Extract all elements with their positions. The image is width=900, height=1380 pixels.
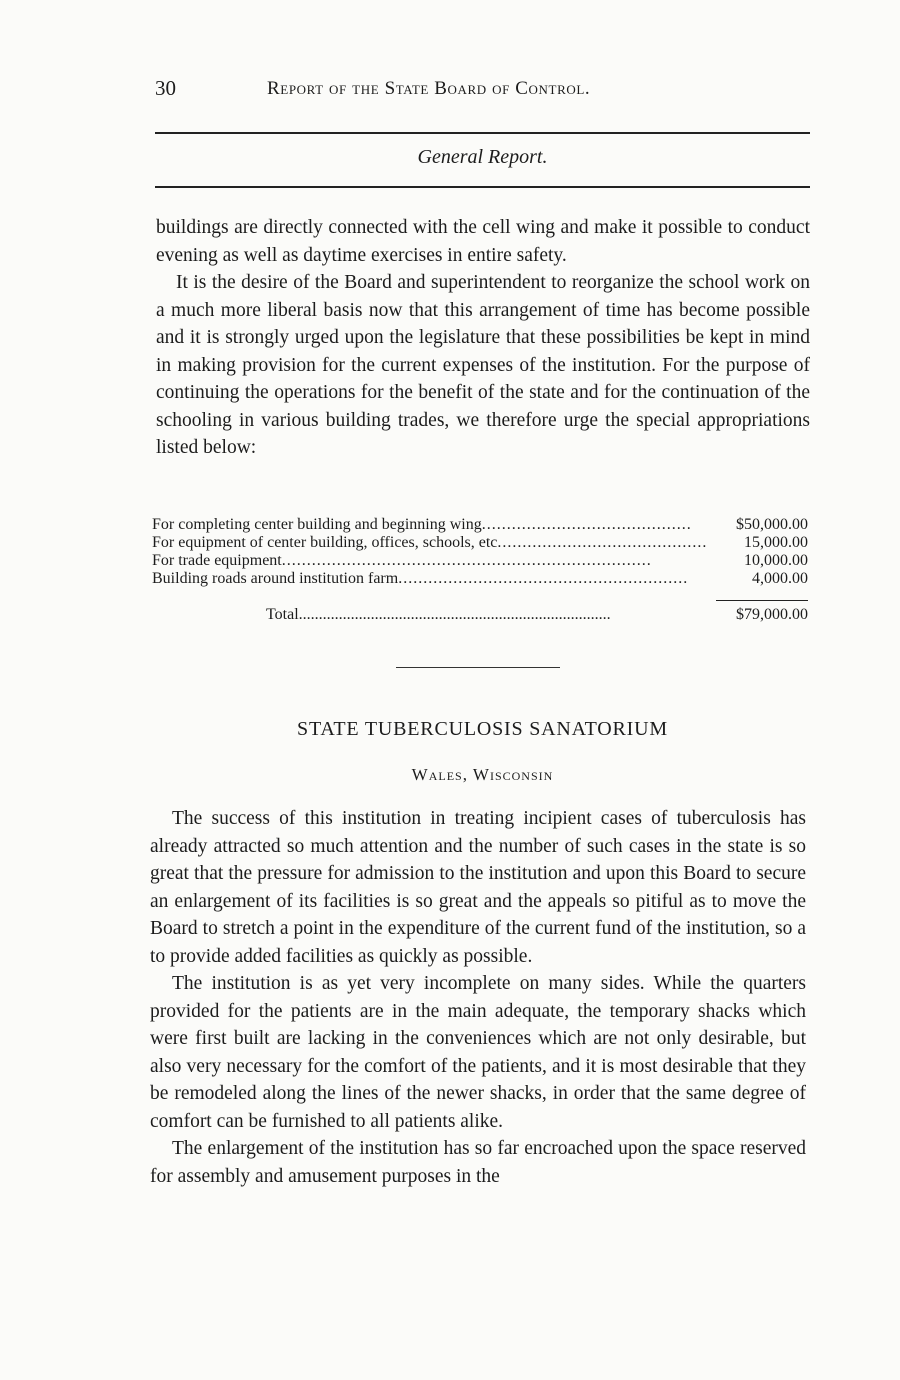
paragraph: It is the desire of the Board and superintendent to reorganize the school work on a much more liberal basis now that this arrangement of time has become possible and it is strongly urged upon the legislature that these possibilities be kept in mind in making provision for the current expenses of the institution. For the purpose of continuing the operations for the benefit of the state and for the continuation of the schooling in various building trades, we therefore urge the special appropriations listed below: bbox=[156, 272, 810, 458]
appropriation-row bbox=[152, 516, 808, 534]
report-title: Report of the State Board of Control. bbox=[267, 78, 591, 99]
leader-dots: .......................................... bbox=[481, 516, 692, 533]
section-heading: STATE TUBERCULOSIS SANATORIUM bbox=[297, 718, 668, 740]
appropriation-amount: $50,000.00 bbox=[736, 516, 808, 533]
section-subheading: Wales, Wisconsin bbox=[411, 765, 554, 784]
header-rule-bottom bbox=[155, 186, 810, 188]
appropriation-amount: 10,000.00 bbox=[744, 552, 808, 569]
appropriation-amount: 4,000.00 bbox=[752, 570, 808, 587]
appropriation-row bbox=[152, 570, 808, 588]
running-head bbox=[155, 76, 810, 106]
paragraph: The institution is as yet very incomplete on many sides. While the quarters provided for the patients are in the main adequate, the temporary shacks which were first built are lacking in the conveniences which are not only desirable, but also very necessary for the comfort of the patients, and it is most desirable that they be remodeled along the lines of the newer shacks, in order that the same degree of comfort can be furnished to all patients alike. bbox=[150, 973, 806, 1132]
paragraph: The success of this institution in treating incipient cases of tuberculosis has already attracted so much attention and the number of such cases in the state is so great that the pressure for admission to the institution and upon this Board to secure an enlargement of its facilities is so great and the appeals so pitiful as to move the Board to stretch a point in the expenditure of the current fund of the institution, so a to provide added facilities as quickly as possible. bbox=[150, 808, 806, 967]
paragraph: buildings are directly connected with the cell wing and make it possible to conduct evening as well as daytime exercises in entire safety. bbox=[156, 217, 810, 266]
appropriation-label: For completing center building and beginning wing bbox=[152, 516, 482, 533]
section-label: General Report. bbox=[417, 146, 548, 168]
sum-rule bbox=[716, 600, 808, 601]
section-divider bbox=[396, 667, 560, 668]
total-label-wrap bbox=[266, 606, 712, 624]
total-amount: $79,000.00 bbox=[736, 606, 808, 623]
leader-dots: .......................................................... bbox=[398, 570, 689, 587]
appropriation-row bbox=[152, 534, 808, 552]
leader-dots: .......................................................................... bbox=[281, 552, 652, 569]
header-rule-top bbox=[155, 132, 810, 134]
body-text-a bbox=[156, 214, 810, 462]
total-row bbox=[266, 606, 808, 628]
appropriation-label: Building roads around institution farm bbox=[152, 570, 399, 587]
appropriation-label: For trade equipment bbox=[152, 552, 282, 569]
leader-dots: .............................................................................. bbox=[298, 606, 611, 623]
body-text-b bbox=[150, 805, 806, 1190]
paragraph: The enlargement of the institution has so far encroached upon the space reserved for assembly and amusement purposes in the bbox=[150, 1138, 806, 1187]
page-number: 30 bbox=[155, 76, 176, 100]
total-label: Total bbox=[266, 606, 299, 623]
appropriation-row bbox=[152, 552, 808, 570]
leader-dots: .......................................... bbox=[497, 534, 708, 551]
appropriations-table bbox=[152, 516, 808, 588]
appropriation-amount: 15,000.00 bbox=[744, 534, 808, 551]
appropriation-label: For equipment of center building, offices, schools, etc bbox=[152, 534, 498, 551]
